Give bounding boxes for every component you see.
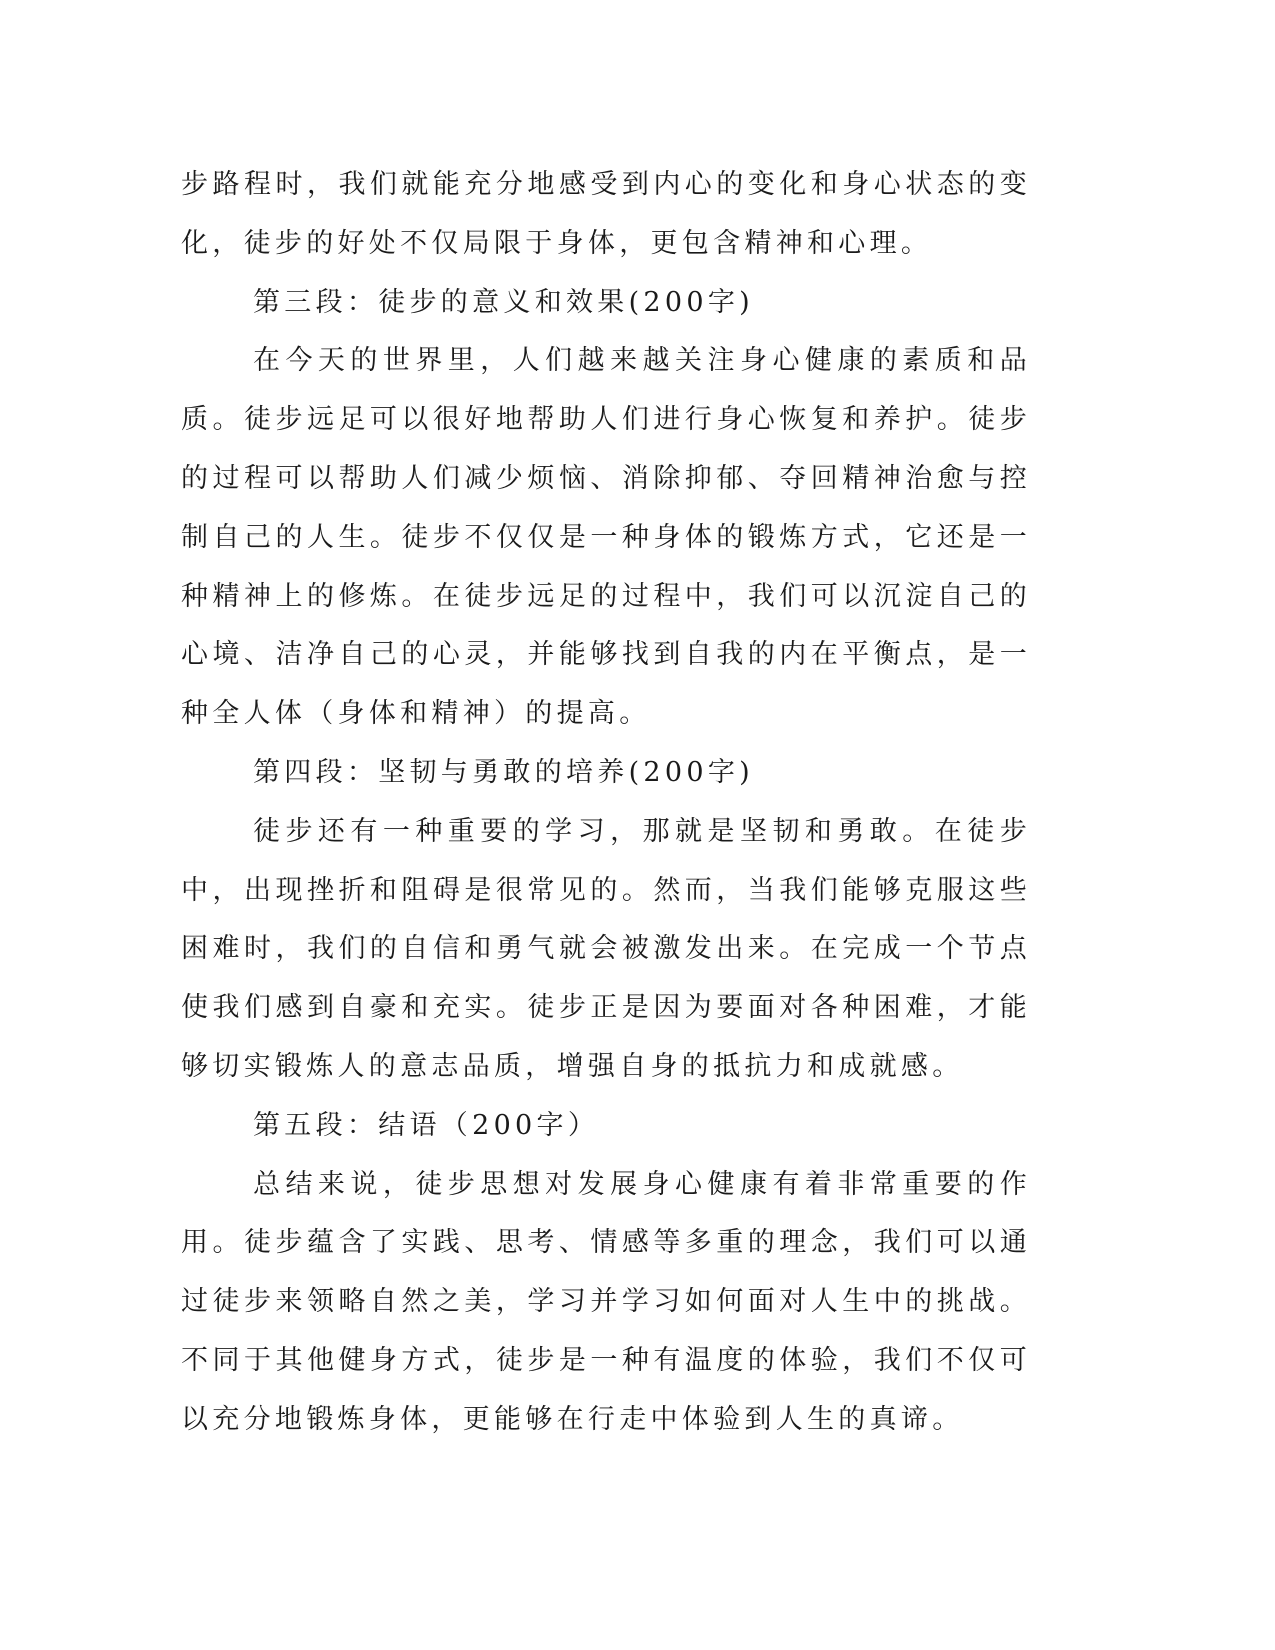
- paragraph-section-3: 在今天的世界里，人们越来越关注身心健康的素质和品质。徒步远足可以很好地帮助人们进行身心恢复和养护。徒步的过程可以帮助人们减少烦恼、消除抑郁、夺回精神治愈与控制自己的人生。徒步不仅仅是一种身体的锻炼方式，它还是一种精神上的修炼。在徒步远足的过程中，我们可以沉淀自己的心境、洁净自己的心灵，并能够找到自我的内在平衡点，是一种全人体（身体和精神）的提高。: [181, 345, 1031, 730]
- paragraph-section-4: 徒步还有一种重要的学习，那就是坚韧和勇敢。在徒步中，出现挫折和阻碍是很常见的。然而，当我们能够克服这些困难时，我们的自信和勇气就会被激发出来。在完成一个节点使我们感到自豪和充实。徒步正是因为要面对各种困难，才能够切实锻炼人的意志品质，增强自身的抵抗力和成就感。: [181, 815, 1031, 1082]
- section-heading-3: 第三段：徒步的意义和效果(200字): [253, 286, 755, 318]
- section-heading-4: 第四段：坚韧与勇敢的培养(200字): [253, 756, 755, 788]
- section-heading-5: 第五段：结语（200字）: [253, 1109, 600, 1141]
- document-body: [181, 156, 1031, 1450]
- paragraph-continuation: 步路程时，我们就能充分地感受到内心的变化和身心状态的变化，徒步的好处不仅局限于身体，更包含精神和心理。: [181, 169, 1031, 259]
- paragraph-section-5: 总结来说，徒步思想对发展身心健康有着非常重要的作用。徒步蕴含了实践、思考、情感等多重的理念，我们可以通过徒步来领略自然之美，学习并学习如何面对人生中的挑战。不同于其他健身方式，徒步是一种有温度的体验，我们不仅可以充分地锻炼身体，更能够在行走中体验到人生的真谛。: [181, 1168, 1031, 1435]
